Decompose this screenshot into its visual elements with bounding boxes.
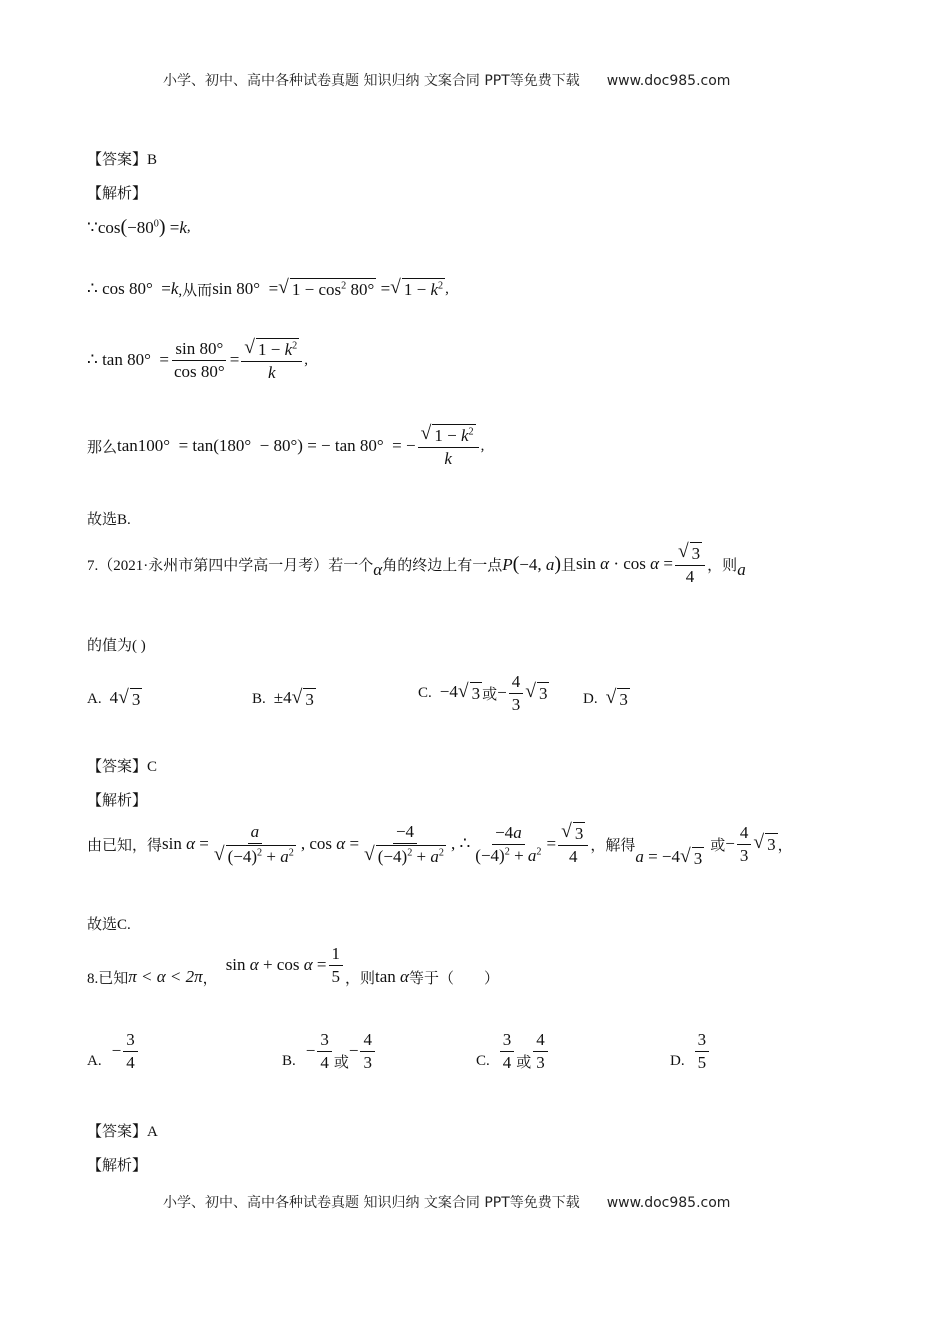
q8-option-a[interactable]: A. − $\frac{3}{4}$ bbox=[87, 1030, 140, 1072]
q7-option-c-label: C. bbox=[418, 684, 432, 701]
q7-option-a[interactable]: A. 4 √ 3 bbox=[87, 687, 141, 709]
q8-stem: 8.已知 π < α < 2π ， sin α + cos α = $\frac{1}{5}$ ，则 tan α 等于（ ） bbox=[87, 944, 499, 987]
page-header bbox=[163, 70, 730, 90]
q8-option-c-or: 或 bbox=[516, 1054, 532, 1071]
q7-sol-end: ， bbox=[777, 837, 793, 854]
q7-conclusion: 故选C. bbox=[87, 917, 131, 933]
q7-analysis-label: 【解析】 bbox=[87, 793, 148, 809]
q7-stem-e: 的值为( ) bbox=[87, 638, 146, 654]
page-footer bbox=[163, 1192, 730, 1212]
q6-line-2-comma: , bbox=[445, 280, 449, 297]
therefore-symbol: ∴ bbox=[87, 350, 98, 370]
q7-option-b-label: B. bbox=[252, 690, 266, 707]
q8-stem-a: 8.已知 bbox=[87, 970, 129, 987]
q8-stem-b: ， bbox=[202, 970, 218, 987]
q7-sol-or: 或 bbox=[710, 837, 726, 854]
q7-stem-a: 7.（2021·永州市第四中学高一月考）若一个 bbox=[87, 557, 374, 574]
q6-line-4: 那么 tan100° = tan(180° − 80°) = − tan 80° = − √ $1 - k^2$ k , bbox=[87, 423, 485, 469]
q6-line-1-comma: , bbox=[186, 219, 191, 235]
q7-answer: 【答案】C bbox=[87, 759, 158, 775]
q6-line-2-mid: ,从而 bbox=[178, 282, 213, 299]
header-url[interactable]: www.doc985.com bbox=[606, 73, 731, 89]
q8-option-b[interactable]: B. − $\frac{3}{4}$ 或 − $\frac{4}{3}$ bbox=[282, 1030, 377, 1072]
q8-stem-d: 等于（ ） bbox=[408, 970, 499, 987]
therefore-symbol: ∴ bbox=[87, 279, 98, 299]
q7-stem-d: ，则 bbox=[707, 557, 738, 574]
q7-option-d-label: D. bbox=[583, 690, 598, 707]
q8-option-b-or: 或 bbox=[333, 1054, 349, 1071]
q6-line-4-comma: , bbox=[480, 437, 485, 454]
q7-option-a-label: A. bbox=[87, 690, 102, 707]
q6-analysis-label: 【解析】 bbox=[87, 186, 148, 202]
because-symbol: ∵ bbox=[87, 217, 98, 237]
footer-text: 小学、初中、高中各种试卷真题 知识归纳 文案合同 PPT等免费下载 bbox=[163, 1195, 580, 1211]
q7-solution: 由已知，得 sin α = a √ $(-4)^2 + a^2$ , cos α = −4 √ $(-4)^2 + a^2$ , ∴ $\frac{-4a}{(-4)^2 + a^2}$ = √ 3 4 ，解得 a = −4 √ 3 或 − $\frac{4}{3}$ √ 3 ， bbox=[87, 821, 793, 869]
q8-option-a-label: A. bbox=[87, 1052, 102, 1069]
q6-line-1: ∵ cos ( $-80^0$ ) = k , bbox=[87, 216, 191, 238]
q7-sol-b: ，解得 bbox=[590, 837, 636, 854]
q8-stem-c: ，则 bbox=[345, 970, 376, 987]
q8-option-d-label: D. bbox=[670, 1052, 685, 1069]
q6-line-3: ∴ tan 80° = $\frac{\sin 80^\circ}{\cos 80^\circ}$ = √ $1 - k^2$ k , bbox=[87, 337, 309, 383]
q6-line-4-prefix: 那么 bbox=[87, 439, 118, 456]
q7-sol-a: 由已知，得 bbox=[87, 837, 163, 854]
q7-stem-b: 角的终边上有一点 bbox=[382, 557, 503, 574]
q6-conclusion: 故选B. bbox=[87, 512, 131, 528]
q7-stem: 7.（2021·永州市第四中学高一月考）若一个 α 角的终边上有一点 P(−4, a) 且 sin α · cos α = √ 3 4 ，则 a bbox=[87, 541, 746, 587]
q7-option-c-or: 或 bbox=[482, 686, 498, 703]
q6-line-2: ∴ cos 80° = k ,从而 sin 80° = √ $1 - \cos^2 80^\circ$ = √ $1 - k^2$ , bbox=[87, 277, 449, 299]
q8-option-d[interactable]: D. $\frac{3}{5}$ bbox=[670, 1030, 711, 1072]
q8-option-c[interactable]: C. $\frac{3}{4}$ 或 $\frac{4}{3}$ bbox=[476, 1030, 550, 1072]
q6-answer: 【答案】B bbox=[87, 152, 158, 168]
q8-answer: 【答案】A bbox=[87, 1124, 158, 1140]
header-text: 小学、初中、高中各种试卷真题 知识归纳 文案合同 PPT等免费下载 bbox=[163, 73, 580, 89]
q8-analysis-label: 【解析】 bbox=[87, 1158, 148, 1174]
q8-option-b-label: B. bbox=[282, 1052, 296, 1069]
q7-option-d[interactable]: D. √ 3 bbox=[583, 687, 628, 709]
footer-url[interactable]: www.doc985.com bbox=[606, 1195, 731, 1211]
q8-option-c-label: C. bbox=[476, 1052, 490, 1069]
q6-line-3-comma: , bbox=[304, 351, 309, 368]
q7-option-c[interactable]: C. −4 √ 3 或 − $\frac{4}{3}$ √ 3 bbox=[418, 672, 548, 714]
q7-stem-c: 且 bbox=[561, 557, 577, 574]
q7-option-b[interactable]: B. ±4 √ 3 bbox=[252, 687, 314, 709]
